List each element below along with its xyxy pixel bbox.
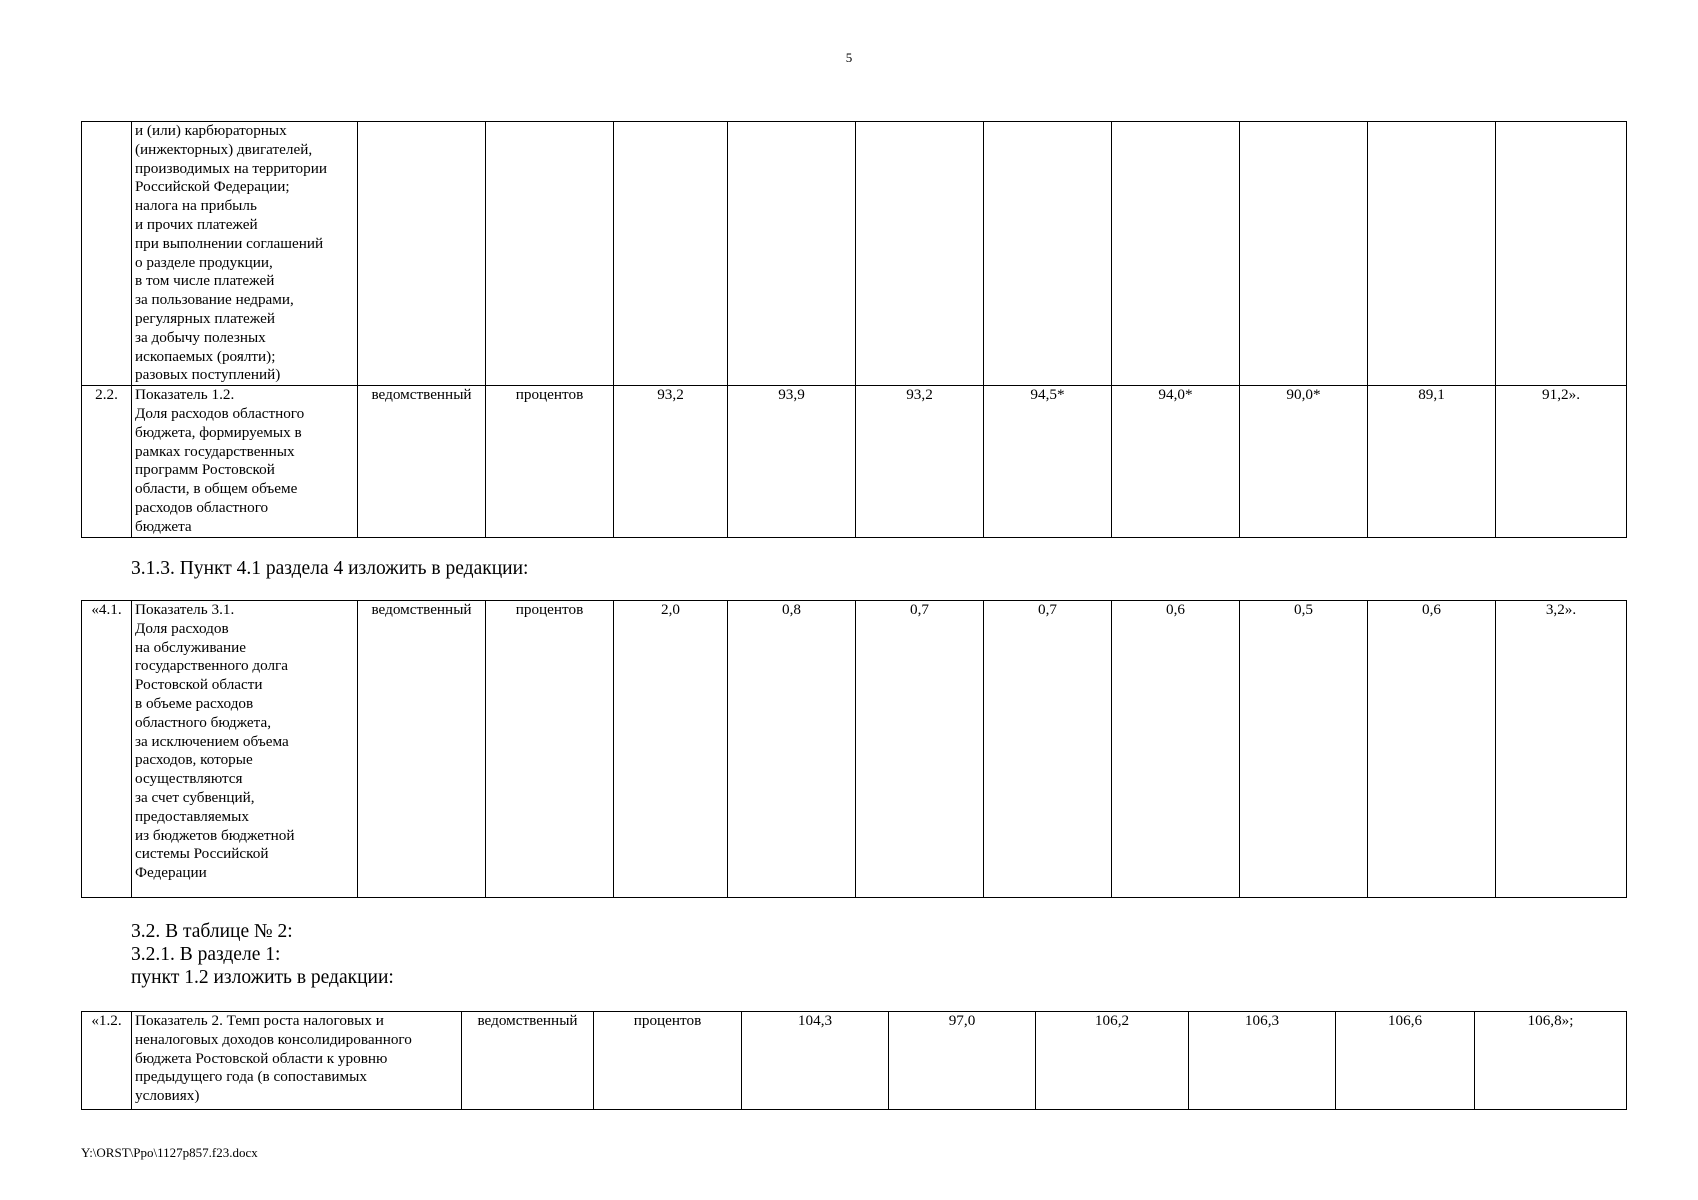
paragraph-3-1-3: 3.1.3. Пункт 4.1 раздела 4 изложить в редакции:: [131, 558, 529, 579]
text-line: государственного долга: [135, 657, 289, 675]
text-line: Показатель 2. Темп роста налоговых и: [135, 1012, 384, 1029]
text-line: (инжекторных) двигателей,: [135, 140, 313, 158]
text-line: регулярных платежей: [135, 309, 275, 327]
text-line: производимых на территории: [135, 159, 327, 177]
text-line: рамках государственных: [135, 442, 295, 460]
unit: процентов: [594, 1012, 742, 1110]
indicators-table-1: [81, 121, 1627, 538]
indicator-name: [132, 1012, 462, 1110]
value-cell: 106,3: [1189, 1012, 1336, 1110]
indicators-table-3: [81, 1011, 1627, 1110]
text-line: системы Российской: [135, 845, 269, 863]
text-line: Федерации: [135, 864, 207, 882]
text-line: Показатель 1.2.: [135, 386, 235, 404]
value-cell: 90,0*: [1240, 386, 1368, 537]
value-cell: 93,9: [728, 386, 856, 537]
empty-cell: [728, 122, 856, 386]
value-cell: 89,1: [1368, 386, 1496, 537]
empty-cell: [1368, 122, 1496, 386]
text-line: разовых поступлений): [135, 366, 281, 384]
file-path-footer: Y:\ORST\Ppo\1127p857.f23.docx: [81, 1145, 258, 1160]
text-line: Показатель 3.1.: [135, 601, 235, 618]
text-line: расходов, которые: [135, 751, 253, 769]
row-number: 2.2.: [82, 386, 132, 537]
text-line: предыдущего года (в сопоставимых: [135, 1068, 367, 1086]
text-line: области, в общем объеме: [135, 480, 298, 498]
value-cell: 106,2: [1036, 1012, 1189, 1110]
text-line: за счет субвенций,: [135, 788, 255, 806]
text-line: за пользование недрами,: [135, 291, 294, 309]
text-line: бюджета: [135, 517, 192, 535]
text-line: неналоговых доходов консолидированного: [135, 1030, 412, 1048]
row-number: «4.1.: [82, 601, 132, 898]
empty-cell: [856, 122, 984, 386]
value-cell: 0,6: [1112, 601, 1240, 898]
text-line: условиях): [135, 1087, 200, 1105]
empty-cell: [358, 122, 486, 386]
empty-cell: [1496, 122, 1627, 386]
text-line: ископаемых (роялти);: [135, 347, 276, 365]
text-line: областного бюджета,: [135, 713, 272, 731]
indicator-name: [132, 601, 358, 898]
indicator-name: [132, 386, 358, 537]
text-line: при выполнении соглашений: [135, 234, 324, 252]
text-line: бюджета, формируемых в: [135, 423, 302, 441]
row-number: «1.2.: [82, 1012, 132, 1110]
text-line: программ Ростовской: [135, 461, 275, 479]
indicators-table-2: [81, 600, 1627, 898]
value-cell: 0,6: [1368, 601, 1496, 898]
value-cell: 104,3: [742, 1012, 889, 1110]
text-line: 3.2.1. В разделе 1:: [131, 944, 281, 965]
indicator-type: ведомственный: [358, 601, 486, 898]
indicator-type: ведомственный: [462, 1012, 594, 1110]
text-line: за добычу полезных: [135, 328, 266, 346]
text-line: бюджета Ростовской области к уровню: [135, 1049, 388, 1067]
value-cell: 0,7: [856, 601, 984, 898]
value-cell: 94,5*: [984, 386, 1112, 537]
text-line: осуществляются: [135, 770, 243, 788]
text-line: из бюджетов бюджетной: [135, 826, 295, 844]
text-line: предоставляемых: [135, 807, 249, 825]
value-cell: 3,2».: [1496, 601, 1627, 898]
value-cell: 0,7: [984, 601, 1112, 898]
text-line: в том числе платежей: [135, 272, 275, 290]
table-row: [82, 1012, 1627, 1110]
value-cell: 0,5: [1240, 601, 1368, 898]
empty-cell: [486, 122, 614, 386]
table-row: [82, 386, 1627, 537]
text-line: Ростовской области: [135, 676, 263, 694]
value-cell: 93,2: [614, 386, 728, 537]
indicator-type: ведомственный: [358, 386, 486, 537]
text-line: на обслуживание: [135, 638, 247, 656]
text-line: Доля расходов областного: [135, 404, 305, 422]
text-line: расходов областного: [135, 498, 269, 516]
text-line: за исключением объема: [135, 732, 289, 750]
value-cell: 106,6: [1336, 1012, 1475, 1110]
unit: процентов: [486, 601, 614, 898]
empty-cell: [614, 122, 728, 386]
text-line: Российской Федерации;: [135, 178, 290, 196]
value-cell: 2,0: [614, 601, 728, 898]
value-cell: 93,2: [856, 386, 984, 537]
text-line: налога на прибыль: [135, 197, 257, 215]
value-cell: 91,2».: [1496, 386, 1627, 537]
empty-cell: [984, 122, 1112, 386]
value-cell: 94,0*: [1112, 386, 1240, 537]
text-line: 3.2. В таблице № 2:: [131, 921, 293, 942]
table-row: [82, 122, 1627, 386]
text-line: и прочих платежей: [135, 215, 258, 233]
table-row: [82, 601, 1627, 898]
value-cell: 0,8: [728, 601, 856, 898]
text-line: в объеме расходов: [135, 694, 254, 712]
text-line: Доля расходов: [135, 619, 229, 637]
page-number: 5: [845, 50, 853, 65]
value-cell: 106,8»;: [1475, 1012, 1627, 1110]
text-line: и (или) карбюраторных: [135, 122, 287, 139]
paragraph-3-2: [131, 920, 394, 989]
value-cell: 97,0: [889, 1012, 1036, 1110]
empty-cell: [1112, 122, 1240, 386]
row-number: [82, 122, 132, 386]
empty-cell: [1240, 122, 1368, 386]
text-line: пункт 1.2 изложить в редакции:: [131, 967, 394, 988]
indicator-name: [132, 122, 358, 386]
unit: процентов: [486, 386, 614, 537]
text-line: о разделе продукции,: [135, 253, 273, 271]
